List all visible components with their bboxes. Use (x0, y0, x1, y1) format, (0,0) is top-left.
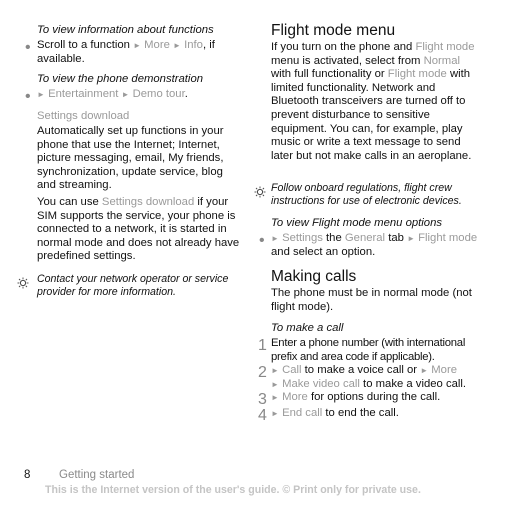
internet-version-notice: This is the Internet version of the user's guide. © Print only for private use. (45, 484, 421, 496)
para-text: if your SIM supports the service, your phone is connected to a network, it is started in normal mode and does not already have predefined settings. (37, 196, 240, 263)
step-text: the (322, 232, 345, 244)
step-text: tab (385, 232, 408, 244)
step-number: 4 (258, 407, 267, 424)
menu-more: More (431, 364, 458, 376)
functions-step (25, 39, 242, 66)
settings-download-term: Settings download (101, 196, 195, 208)
arrow-icon: ► (173, 41, 181, 50)
step-text: Scroll to a function (37, 39, 130, 51)
arrow-icon: ► (271, 366, 279, 375)
menu-info: Info (184, 39, 203, 51)
arrow-icon: ► (271, 234, 279, 243)
flight-mode-paragraph (271, 41, 481, 163)
menu-make-video-call: Make video call (282, 377, 360, 390)
arrow-icon: ► (407, 234, 415, 243)
arrow-icon: ► (133, 41, 141, 50)
tip-text: Contact your network operator or service provider for more information. (37, 273, 229, 299)
page-number: 8 (24, 469, 31, 481)
arrow-icon: ► (420, 366, 429, 375)
flight-mode-term: Flight mode (387, 68, 447, 81)
menu-more: More (144, 39, 170, 51)
menu-call: Call (282, 364, 302, 376)
flight-tip-text: Follow onboard regulations, flight crew instructions for use of electronic devices. (271, 182, 462, 208)
flight-options-step (259, 232, 481, 259)
step-text: , if available. (37, 39, 215, 65)
flight-options-heading: To view Flight mode menu options (271, 217, 443, 229)
bullet-icon: • (259, 232, 265, 249)
para-text: with limited functionality. Network and Bluetooth transceivers are turned off to prevent disturbance to sensitive equipment. You can, for example, play music or write a text message to send later but not make calls in an aeroplane. (271, 68, 472, 162)
settings-download-paragraph-2 (37, 196, 242, 264)
step-text: and select an option. (271, 245, 376, 258)
step-number: 2 (258, 364, 267, 381)
para-text: with full functionality or (271, 68, 388, 81)
settings-download-title: Settings download (37, 110, 130, 122)
para-text: If you turn on the phone and (271, 41, 416, 53)
tab-general: General (344, 232, 386, 244)
arrow-icon: ► (271, 409, 279, 418)
call-step-4 (258, 407, 481, 424)
menu-more: More (282, 391, 308, 403)
step-text: to make a video call. (359, 377, 467, 390)
settings-download-paragraph: Automatically set up functions in your phone that use the Internet; Internet, picture messaging, email, My friends, synchronization, update service, blog and streaming. (37, 125, 224, 192)
step-text: . (184, 88, 188, 100)
call-step-1 (258, 337, 481, 364)
section-name: Getting started (59, 469, 135, 481)
normal-term: Normal (423, 54, 460, 67)
bullet-icon: • (25, 88, 31, 105)
making-calls-title: Making calls (271, 268, 357, 285)
call-step-3 (258, 391, 481, 408)
make-call-heading: To make a call (271, 322, 344, 334)
menu-end-call: End call (282, 407, 323, 419)
arrow-icon: ► (121, 90, 130, 99)
arrow-icon: ► (271, 393, 279, 402)
menu-entertainment: Entertainment (48, 88, 119, 100)
step-text: Enter a phone number (with international prefix and area code if applicable). (271, 337, 466, 363)
tip-lightbulb-icon (254, 186, 266, 198)
call-step-2 (258, 364, 481, 391)
menu-flight-mode: Flight mode (418, 232, 478, 244)
functions-heading: To view information about functions (37, 24, 214, 36)
bullet-icon: • (25, 39, 31, 56)
arrow-icon: ► (37, 90, 45, 99)
step-text: for options during the call. (307, 391, 441, 403)
menu-settings: Settings (282, 232, 323, 244)
arrow-icon: ► (271, 379, 279, 389)
flight-mode-term: Flight mode (415, 41, 475, 53)
step-text: to make a voice call or (301, 364, 421, 376)
flight-mode-title: Flight mode menu (271, 22, 396, 39)
menu-demo-tour: Demo tour (132, 88, 185, 100)
step-number: 1 (258, 337, 267, 354)
tip-lightbulb-icon (17, 277, 29, 289)
step-text: to end the call. (322, 407, 399, 419)
para-text: menu is activated, select from (271, 54, 424, 67)
demo-heading: To view the phone demonstration (37, 73, 204, 85)
step-number: 3 (258, 391, 267, 408)
making-calls-paragraph: The phone must be in normal mode (not flight mode). (271, 287, 472, 313)
demo-step (25, 88, 242, 105)
para-text: You can use (37, 196, 102, 208)
